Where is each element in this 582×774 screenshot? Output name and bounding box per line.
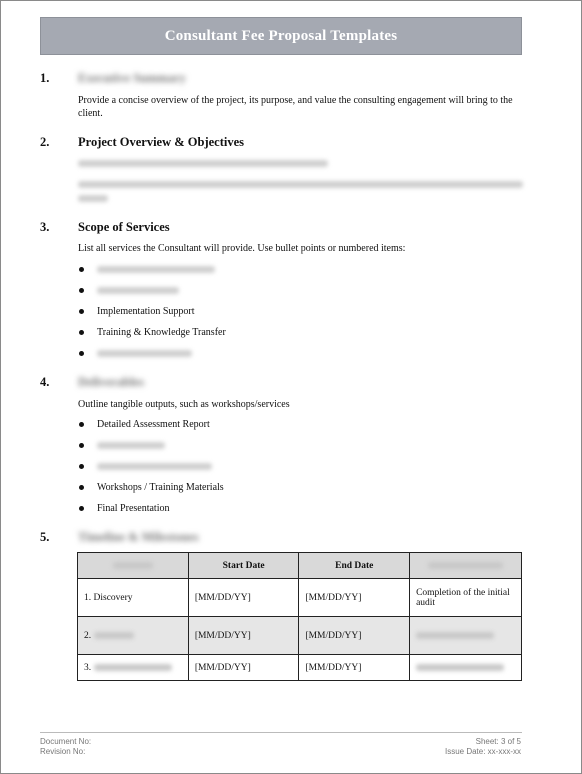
table-row bbox=[78, 579, 522, 617]
redacted-text bbox=[428, 562, 503, 569]
list-item bbox=[78, 460, 478, 481]
section-body: Provide a concise overview of the project, its purpose, and value the consulting engagement will bring to the client. bbox=[78, 95, 513, 119]
document-title: Consultant Fee Proposal Templates bbox=[164, 27, 398, 44]
table-cell: [MM/DD/YY] bbox=[188, 579, 299, 617]
column-header: End Date bbox=[299, 553, 410, 579]
table-cell: [MM/DD/YY] bbox=[188, 655, 299, 681]
list-item bbox=[78, 347, 478, 368]
section-number: 1. bbox=[40, 71, 50, 85]
bullet-icon bbox=[79, 351, 84, 356]
bullet-icon bbox=[79, 267, 84, 272]
redacted-text bbox=[97, 442, 165, 449]
table-cell: [MM/DD/YY] bbox=[188, 617, 299, 655]
column-header: Start Date bbox=[188, 553, 299, 579]
redacted-text bbox=[416, 664, 504, 671]
section-body: List all services the Consultant will provide. Use bullet points or numbered items: bbox=[78, 243, 406, 254]
column-header bbox=[410, 553, 522, 579]
section-heading: Executive Summary bbox=[78, 71, 186, 85]
bullet-icon bbox=[79, 309, 84, 314]
table-cell: [MM/DD/YY] bbox=[299, 655, 410, 681]
redacted-line bbox=[78, 160, 328, 167]
section-number: 3. bbox=[40, 220, 50, 234]
bullet-icon bbox=[79, 464, 84, 469]
table-header-row bbox=[78, 553, 522, 579]
list-item bbox=[78, 284, 478, 305]
redacted-text bbox=[97, 463, 212, 470]
redacted-text bbox=[416, 632, 494, 639]
bullet-icon bbox=[79, 330, 84, 335]
table-cell: [MM/DD/YY] bbox=[299, 579, 410, 617]
timeline-table bbox=[77, 552, 522, 681]
bullet-icon bbox=[79, 506, 84, 511]
section-body: Outline tangible outputs, such as workshops/services bbox=[78, 399, 290, 410]
issue-date: Issue Date: xx-xxx-xx bbox=[444, 747, 521, 756]
table-cell bbox=[410, 655, 522, 681]
redacted-text bbox=[97, 350, 192, 357]
bullet-icon bbox=[79, 485, 84, 490]
section-number: 2. bbox=[40, 135, 50, 149]
list-item: Workshops / Training Materials bbox=[78, 481, 478, 502]
table-cell: 3. bbox=[78, 655, 189, 681]
section-number: 4. bbox=[40, 375, 50, 389]
column-header bbox=[78, 553, 189, 579]
bullet-icon bbox=[79, 288, 84, 293]
table-cell: 1. Discovery bbox=[78, 579, 189, 617]
bullet-icon bbox=[79, 422, 84, 427]
revision-number: Revision No: bbox=[40, 747, 86, 756]
table-cell bbox=[410, 617, 522, 655]
redacted-text bbox=[94, 664, 172, 671]
list-item: Final Presentation bbox=[78, 502, 478, 523]
list-item bbox=[78, 439, 478, 460]
redacted-text bbox=[113, 562, 153, 569]
sheet-number: Sheet: 3 of 5 bbox=[475, 737, 521, 746]
bullet-icon bbox=[79, 443, 84, 448]
redacted-text bbox=[94, 632, 134, 639]
table-cell: [MM/DD/YY] bbox=[299, 617, 410, 655]
table-cell: Completion of the initial audit bbox=[410, 579, 522, 617]
section-number: 5. bbox=[40, 530, 50, 544]
list-item bbox=[78, 263, 478, 284]
table-row bbox=[78, 655, 522, 681]
document-number: Document No: bbox=[40, 737, 92, 746]
table-cell: 2. bbox=[78, 617, 189, 655]
section-heading: Deliverables bbox=[78, 375, 144, 389]
list-item: Detailed Assessment Report bbox=[78, 418, 478, 439]
list-item: Implementation Support bbox=[78, 305, 478, 326]
footer-divider bbox=[40, 732, 522, 733]
title-banner bbox=[40, 17, 522, 55]
redacted-text bbox=[97, 266, 215, 273]
list-item: Training & Knowledge Transfer bbox=[78, 326, 478, 347]
redacted-text bbox=[97, 287, 179, 294]
section-heading: Project Overview & Objectives bbox=[78, 135, 245, 149]
services-list bbox=[78, 263, 478, 368]
section-heading: Timeline & Milestones bbox=[78, 530, 199, 544]
section-heading: Scope of Services bbox=[78, 220, 170, 234]
table-row bbox=[78, 617, 522, 655]
redacted-line bbox=[78, 181, 523, 188]
redacted-line bbox=[78, 195, 108, 202]
deliverables-list bbox=[78, 418, 478, 523]
